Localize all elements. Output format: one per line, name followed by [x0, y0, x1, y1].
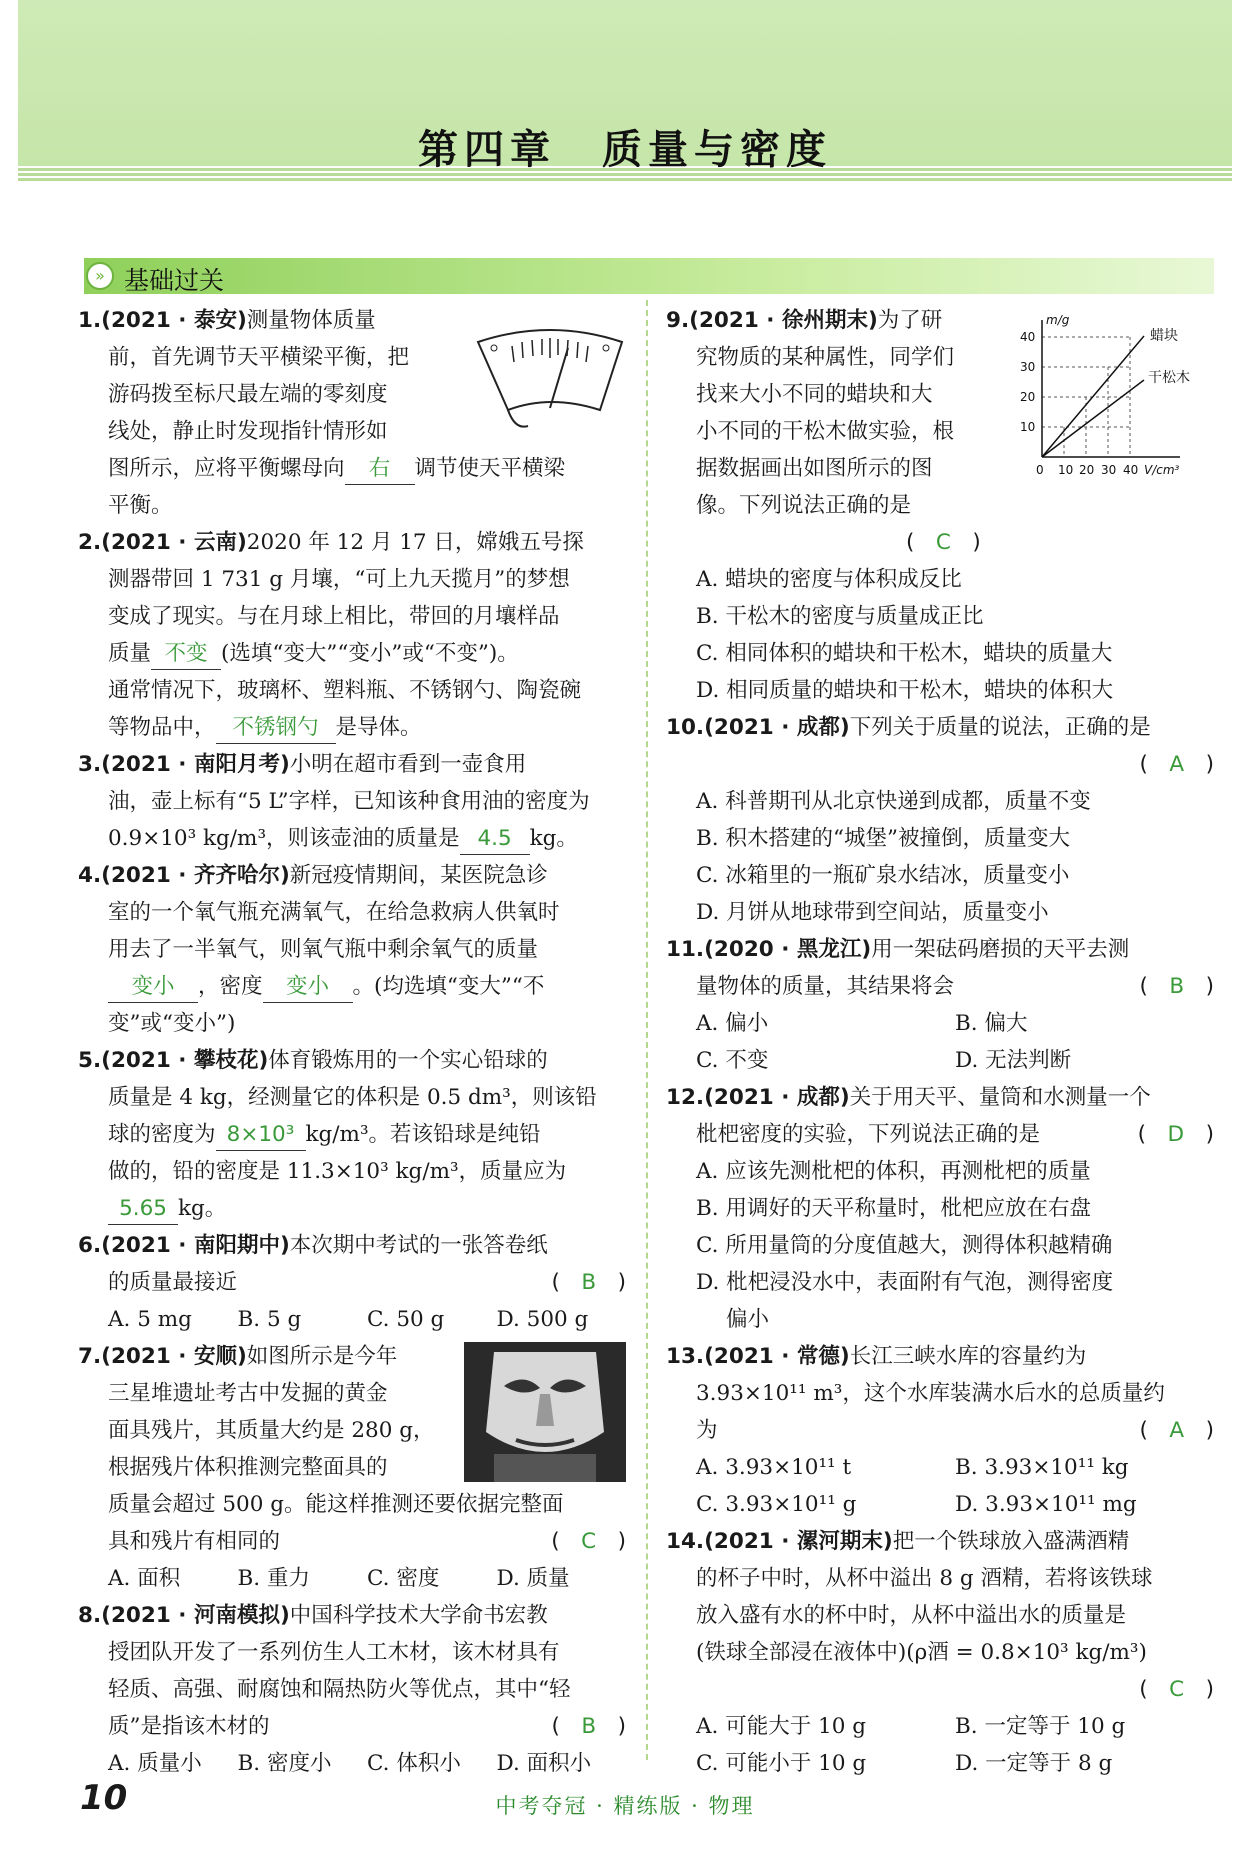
choice-answer[interactable]: ( B ): [1139, 974, 1214, 999]
section-bar: [84, 258, 1214, 294]
x-tick: 40: [1123, 463, 1139, 477]
choice-answer[interactable]: ( C ): [1139, 1677, 1214, 1702]
page-number: 10: [80, 1778, 128, 1818]
choice-answer[interactable]: ( A ): [1139, 1418, 1214, 1443]
section-label: 基础过关: [124, 266, 225, 295]
left-column: [78, 302, 626, 1782]
footer-text: 中考夺冠 · 精练版 · 物理: [495, 1794, 755, 1818]
answer-blank[interactable]: 变小: [263, 972, 353, 1003]
question-6: 6.(2021 · 南阳期中)本次期中考试的一张答卷纸 的质量最接近 ( B ) A. 5 mg B. 5 g C. 50 g D. 500 g: [78, 1227, 626, 1338]
question-9: 9.(2021 · 徐州期末)为了研 究物质的某种属性，同学们 找来大小不同的蜡块和大 小不同的干松木做实验，根 据数据画出如图所示的图 像。下列说法正确的是 ( C ) A. 蜡块的密度与体积成反比 B. 干松木的密度与质量成正比 C. 相同体积的蜡块和干松木，蜡块的质量大 D. 相同质量的蜡块和干松木，蜡块的体积大: [666, 308, 1114, 703]
choice-answer[interactable]: ( D ): [1137, 1122, 1214, 1147]
options-row: A. 面积 B. 重力 C. 密度 D. 质量: [108, 1566, 570, 1591]
answer-blank[interactable]: 4.5: [460, 824, 530, 855]
question-5: 5.(2021 · 攀枝花)体育锻炼用的一个实心铅球的 质量是 4 kg，经测量它的体积是 0.5 dm³，则该铅 球的密度为 8×10³ kg/m³。若该铅球是纯铅 做的，铅的密度是 11.3×10³ kg/m³，质量应为 5.65 kg。: [78, 1042, 626, 1227]
options-row: C. 3.93×10¹¹ g D. 3.93×10¹¹ mg: [696, 1492, 1137, 1517]
options-row: C. 可能小于 10 g D. 一定等于 8 g: [696, 1751, 1113, 1776]
y-tick: 40: [1020, 330, 1036, 344]
question-14: 14.(2021 · 漯河期末)把一个铁球放入盛满酒精 的杯子中时，从杯中溢出 8 g 酒精，若将该铁球 放入盛有水的杯中时，从杯中溢出水的质量是 (铁球全部浸在液体中)(ρ酒 = 0.8×10³ kg/m³) ( C ) A. 可能大于 10 g B. 一定等于 10 g C. 可能小于 10 g D. 一定等于 8 g: [666, 1523, 1214, 1782]
answer-blank[interactable]: 5.65: [108, 1194, 178, 1225]
question-7: 7.(2021 · 安顺)如图所示是今年 三星堆遗址考古中发掘的黄金 面具残片，其质量大约是 280 g， 根据残片体积推测完整面具的 质量会超过 500 g。能这样推测还要依据完整面 具和残片有相同的 ( C ) A. 面积 B. 重力 C. 密度 D. 质量: [78, 1338, 626, 1597]
chapter-title: 第四章 质量与密度: [418, 127, 832, 173]
choice-answer[interactable]: ( B ): [551, 1714, 626, 1739]
x-tick: 20: [1079, 463, 1095, 477]
options-row: A. 可能大于 10 g B. 一定等于 10 g: [696, 1714, 1126, 1739]
question-8: 8.(2021 · 河南模拟)中国科学技术大学俞书宏教 授团队开发了一系列仿生人工木材，该木材具有 轻质、高强、耐腐蚀和隔热防火等优点，其中“轻 质”是指该木材的 ( B ) A. 质量小 B. 密度小 C. 体积小 D. 面积小: [78, 1597, 626, 1782]
y-tick: 10: [1020, 420, 1036, 434]
x-tick: 0: [1036, 463, 1044, 477]
choice-answer[interactable]: ( B ): [551, 1270, 626, 1295]
options-row: A. 偏小 B. 偏大: [696, 1011, 1028, 1036]
column-divider: [646, 300, 648, 1760]
answer-blank[interactable]: 右: [345, 454, 415, 485]
y-tick: 20: [1020, 390, 1036, 404]
options-row: A. 3.93×10¹¹ t B. 3.93×10¹¹ kg: [696, 1455, 1129, 1480]
y-tick: 30: [1020, 360, 1036, 374]
graph-ylabel: m/g: [1046, 313, 1070, 327]
graph-xlabel: V/cm³: [1144, 463, 1180, 477]
answer-blank[interactable]: 变小: [108, 972, 198, 1003]
choice-answer[interactable]: ( C ): [551, 1529, 626, 1554]
chevron-right-icon: »: [86, 262, 114, 290]
question-12: 12.(2021 · 成都)关于用天平、量筒和水测量一个 枇杷密度的实验，下列说法正确的是 ( D ) A. 应该先测枇杷的体积，再测枇杷的质量 B. 用调好的天平称量时，枇杷应放在右盘 C. 所用量筒的分度值越大，测得体积越精确 D. 枇杷浸没水中，表面附有气泡，测得密度 偏小: [666, 1085, 1214, 1332]
choice-answer[interactable]: ( C ): [906, 530, 981, 555]
question-4: 4.(2021 · 齐齐哈尔)新冠疫情期间，某医院急诊 室的一个氧气瓶充满氧气，在给急救病人供氧时 用去了一半氧气，则氧气瓶中剩余氧气的质量 变小 ，密度 变小 。(均选填“变大”“不 变”或“变小”): [78, 863, 560, 1036]
question-10: 10.(2021 · 成都)下列关于质量的说法，正确的是 ( A ) A. 科普期刊从北京快递到成都，质量不变 B. 积木搭建的“城堡”被撞倒，质量变大 C. 冰箱里的一瓶矿泉水结冰，质量变小 D. 月饼从地球带到空间站，质量变小: [666, 715, 1214, 925]
answer-blank[interactable]: 不变: [151, 639, 221, 670]
question-3: 3.(2021 · 南阳月考)小明在超市看到一壶食用 油，壶上标有“5 L”字样，已知该种食用油的密度为 0.9×10³ kg/m³，则该壶油的质量是 4.5 kg。: [78, 746, 626, 857]
series-label: 干松木: [1148, 370, 1190, 386]
options-row: A. 质量小 B. 密度小 C. 体积小 D. 面积小: [108, 1751, 592, 1776]
x-tick: 30: [1101, 463, 1117, 477]
options-row: C. 不变 D. 无法判断: [696, 1048, 1072, 1073]
choice-answer[interactable]: ( A ): [1139, 752, 1214, 777]
question-13: 13.(2021 · 常德)长江三峡水库的容量约为 3.93×10¹¹ m³，这个水库装满水后水的总质量约 为 ( A ) A. 3.93×10¹¹ t B. 3.93×10¹¹ kg C. 3.93×10¹¹ g D. 3.93×10¹¹ mg: [666, 1338, 1214, 1523]
options-row: A. 5 mg B. 5 g C. 50 g D. 500 g: [108, 1307, 589, 1332]
x-tick: 10: [1058, 463, 1074, 477]
right-column: [666, 302, 1214, 1782]
question-11: 11.(2020 · 黑龙江)用一架砝码磨损的天平去测 量物体的质量，其结果将会 ( B ) A. 偏小 B. 偏大 C. 不变 D. 无法判断: [666, 931, 1214, 1079]
question-2: 2.(2021 · 云南)2020 年 12 月 17 日，嫦娥五号探 测器带回 1 731 g 月壤，“可上九天揽月”的梦想 变成了现实。与在月球上相比，带回的月壤样品 质量 不变 (选填“变大”“变小”或“不变”)。 通常情况下，玻璃杯、塑料瓶、不锈钢勺、陶瓷碗 等物品中， 不锈钢勺 是导体。: [78, 524, 626, 746]
answer-blank[interactable]: 8×10³: [216, 1120, 306, 1151]
question-1: 1.(2021 · 泰安)测量物体质量 前，首先调节天平横梁平衡，把 游码拨至标尺最左端的零刻度 线处，静止时发现指针情形如 图所示，应将平衡螺母向 右 调节使天平横梁 平衡。: [78, 308, 566, 518]
series-label: 蜡块: [1150, 328, 1178, 344]
answer-blank[interactable]: 不锈钢勺: [216, 713, 336, 744]
